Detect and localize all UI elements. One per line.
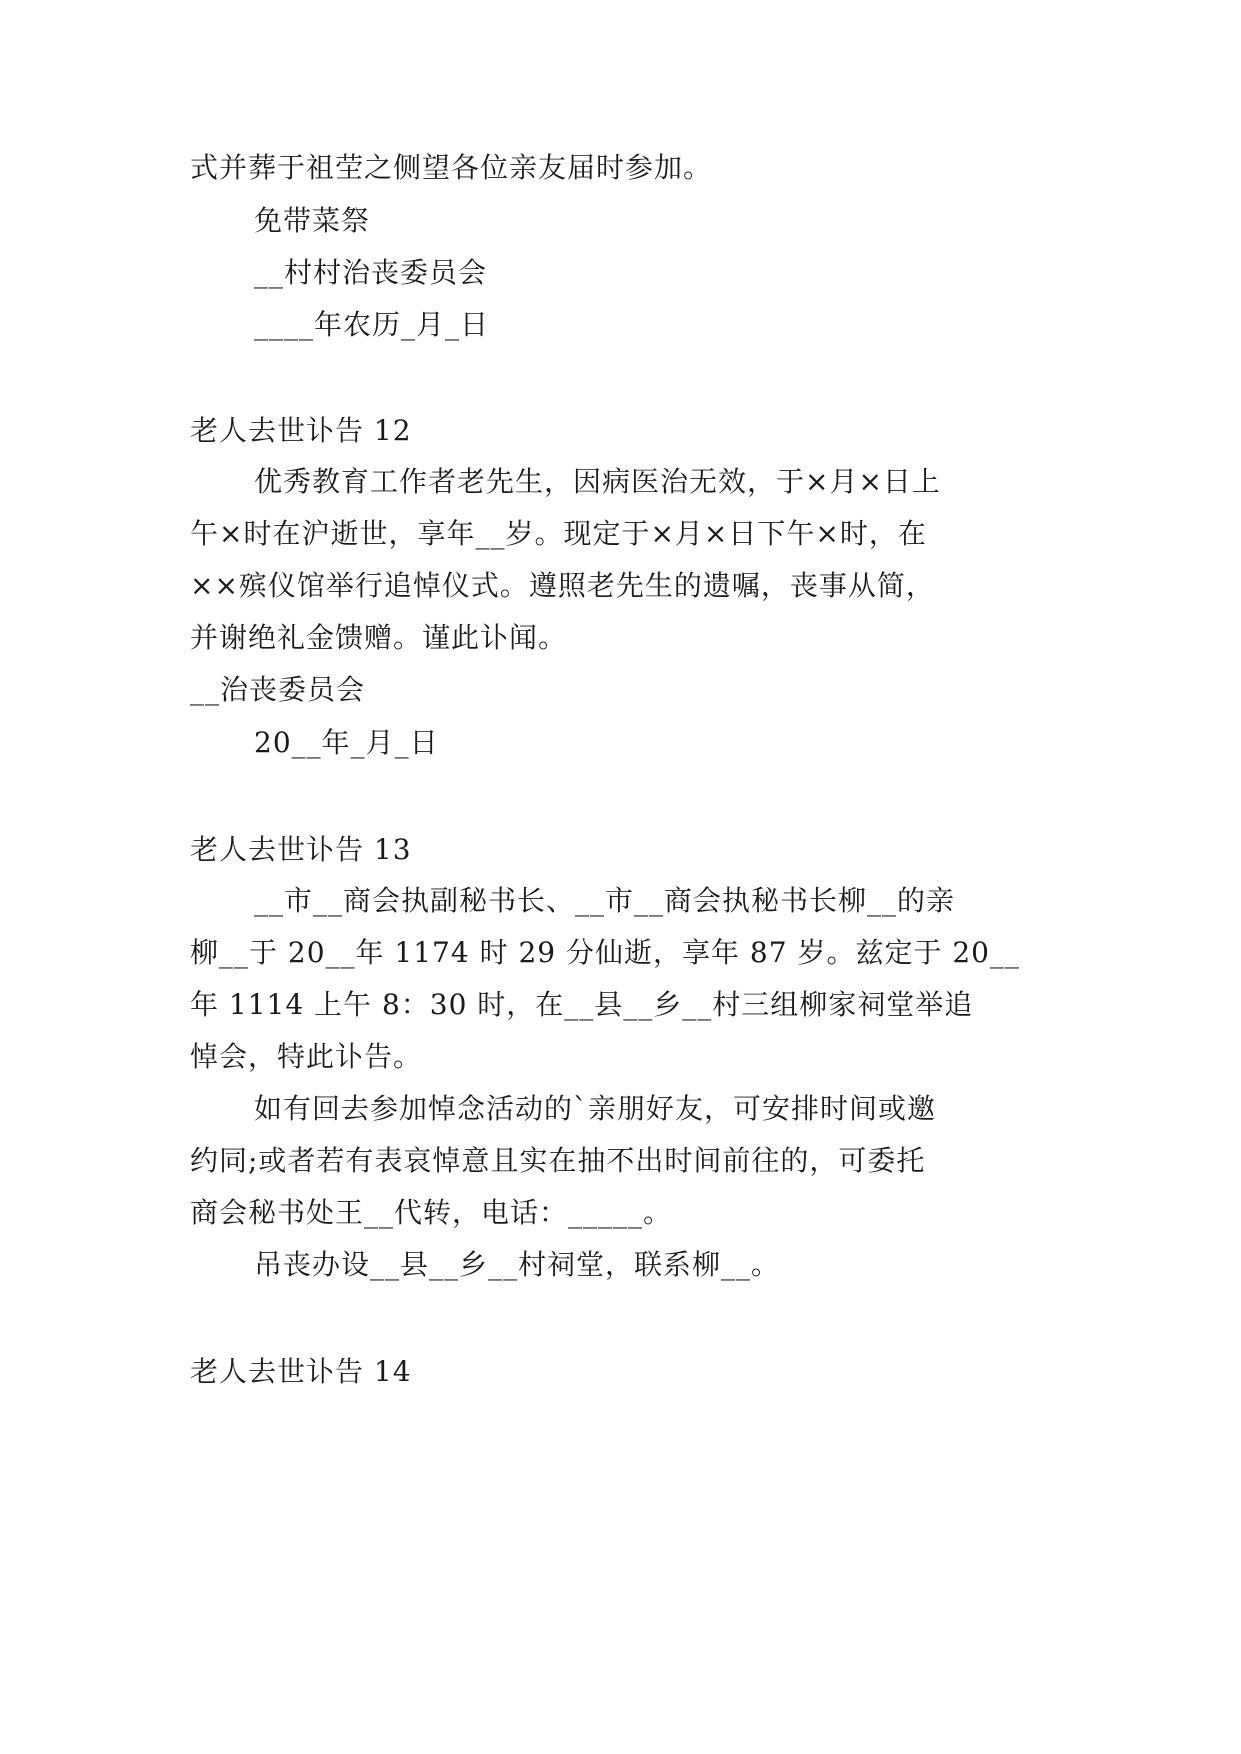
body-line: 吊丧办设__县__乡__村祠堂，联系柳__。 (254, 1248, 781, 1281)
body-line: ××殡仪馆举行追悼仪式。遵照老先生的遗嘱，丧事从简， (190, 569, 935, 602)
no-offering-note: 免带菜祭 (254, 204, 371, 237)
body-line: 商会秘书处王__代转，电话：_____。 (190, 1196, 673, 1229)
body-line: 午×时在沪逝世，享年__岁。现定于×月×日下午×时，在 (190, 517, 927, 550)
body-line: 如有回去参加悼念活动的`亲朋好友，可安排时间或邀 (254, 1092, 937, 1125)
body-line: 约同;或者若有表哀悼意且实在抽不出时间前往的，可委托 (190, 1144, 926, 1177)
body-line: 并谢绝礼金馈赠。谨此讣闻。 (190, 621, 568, 654)
section-heading: 老人去世讣告 12 (190, 414, 412, 447)
body-line: 年 1114 上午 8：30 时，在__县__乡__村三组柳家祠堂举追 (190, 988, 974, 1021)
signature-committee: __村村治丧委员会 (254, 256, 488, 289)
body-line: 式并葬于祖茔之侧望各位亲友届时参加。 (190, 151, 713, 184)
signature-date: 20__年_月_日 (254, 726, 439, 759)
body-line: __市__商会执副秘书长、__市__商会执秘书长柳__的亲 (254, 884, 956, 917)
section-heading: 老人去世讣告 13 (190, 833, 412, 866)
signature-committee: __治丧委员会 (190, 673, 366, 706)
signature-date: ____年农历_月_日 (254, 308, 490, 341)
section-heading: 老人去世讣告 14 (190, 1355, 412, 1388)
body-line: 柳__于 20__年 1174 时 29 分仙逝，享年 87 岁。兹定于 20__ (190, 936, 1020, 969)
body-line: 悼会，特此讣告。 (190, 1040, 423, 1073)
body-line: 优秀教育工作者老先生，因病医治无效，于×月×日上 (254, 465, 941, 498)
